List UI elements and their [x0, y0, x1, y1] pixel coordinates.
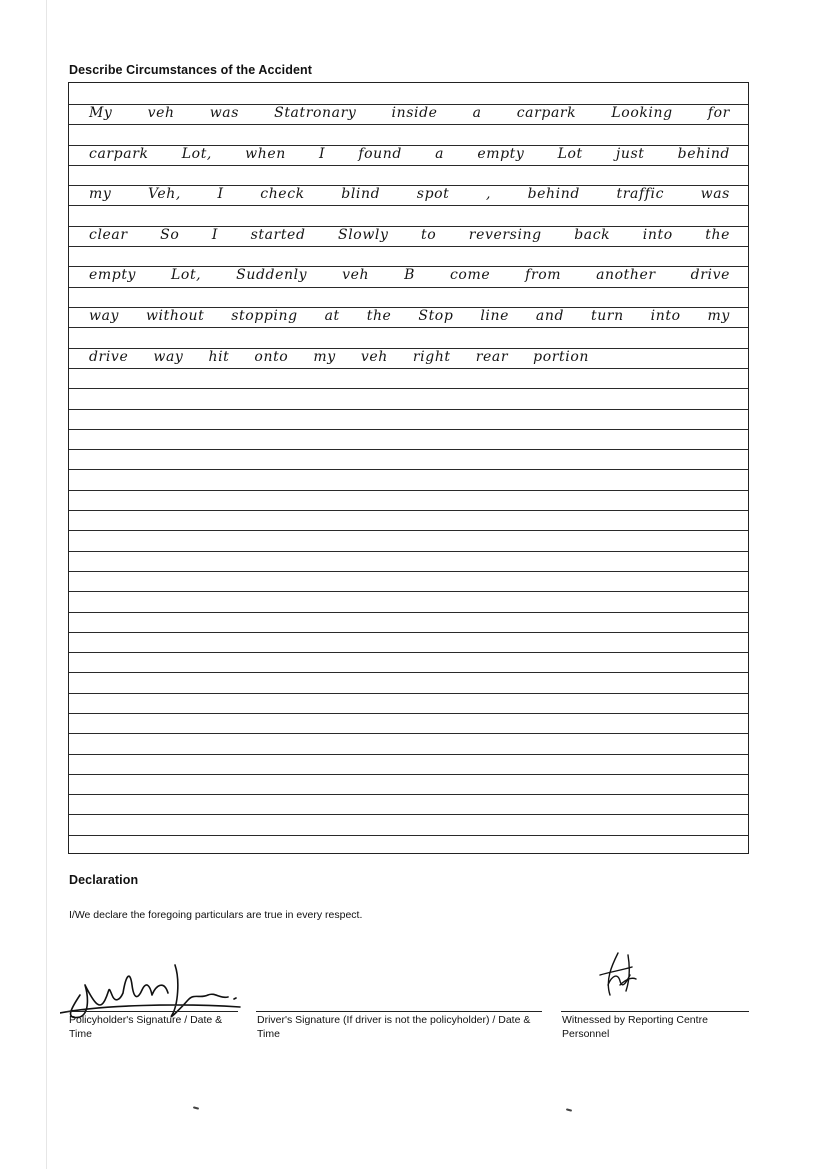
handwritten-word: another [596, 267, 656, 284]
handwritten-word: carpark [89, 145, 149, 162]
handwritten-word: spot [416, 186, 450, 203]
handwritten-word: at [324, 308, 340, 324]
rule-line [69, 774, 748, 775]
handwritten-word: line [480, 308, 509, 324]
rule-line [69, 733, 748, 734]
driver-signature-label: Driver's Signature (If driver is not the policyholder) / Date & Time [257, 1014, 531, 1040]
scan-speck [566, 1108, 572, 1111]
handwritten-word: behind [527, 186, 580, 203]
handwritten-word: my [89, 186, 112, 203]
handwritten-word: was [209, 105, 240, 121]
handwritten-word: come [449, 267, 491, 284]
circumstances-lined-box [68, 82, 749, 854]
policyholder-signature-line [66, 1011, 238, 1012]
handwritten-line [89, 186, 730, 202]
rule-line [69, 287, 748, 288]
handwritten-word: a [472, 105, 482, 121]
handwritten-word: for [707, 105, 730, 121]
rule-line [69, 814, 748, 815]
handwritten-line [89, 308, 730, 324]
handwritten-word: Stop [418, 308, 454, 324]
rule-line [69, 794, 748, 795]
scan-speck [193, 1106, 199, 1109]
rule-line [69, 612, 748, 613]
handwritten-word: blind [341, 186, 381, 203]
handwritten-line [89, 267, 730, 283]
handwritten-word: I [211, 226, 219, 243]
rule-line [69, 246, 748, 247]
witness-signature-line [561, 1011, 749, 1012]
handwritten-word: Suddenly [236, 267, 308, 284]
rule-line [69, 713, 748, 714]
handwritten-word: So [160, 226, 180, 243]
handwritten-word: Lot [557, 145, 583, 162]
rule-line [69, 754, 748, 755]
handwritten-word: carpark [516, 105, 577, 121]
circumstances-heading: Describe Circumstances of the Accident [69, 63, 312, 77]
handwritten-word: , [485, 186, 492, 203]
handwritten-word: turn [590, 308, 624, 324]
handwritten-word: B [404, 267, 416, 284]
handwritten-word: empty [89, 267, 137, 284]
handwritten-word: was [700, 186, 730, 203]
handwritten-word: without [145, 308, 205, 324]
handwritten-word: and [535, 308, 565, 324]
handwritten-word: Statronary [274, 105, 357, 121]
handwritten-word: drive [690, 267, 730, 284]
rule-line [69, 835, 748, 836]
handwritten-word: way [89, 308, 120, 324]
handwritten-word: Veh, [147, 186, 181, 203]
rule-line [69, 510, 748, 511]
handwritten-word: the [705, 226, 730, 243]
handwritten-line [89, 146, 730, 162]
declaration-heading: Declaration [69, 873, 139, 887]
handwritten-word: I [319, 145, 326, 162]
handwritten-word: into [642, 226, 673, 243]
rule-line [69, 632, 748, 633]
handwritten-word: check [260, 186, 305, 203]
witness-signature-label: Witnessed by Reporting Centre Personnel [562, 1014, 708, 1040]
handwritten-word: My [89, 105, 113, 121]
handwritten-word: clear [89, 226, 128, 243]
handwritten-word: found [358, 145, 402, 162]
handwritten-word: my [707, 308, 730, 324]
rule-line [69, 124, 748, 125]
handwritten-word: Lot, [181, 145, 212, 162]
rule-line [69, 652, 748, 653]
handwritten-word: a [435, 145, 445, 162]
rule-line [69, 571, 748, 572]
handwritten-word: when [245, 145, 286, 162]
rule-line [69, 165, 748, 166]
handwritten-word: just [615, 145, 645, 162]
rule-line [69, 490, 748, 491]
handwritten-word: behind [677, 145, 730, 162]
rule-line [69, 530, 748, 531]
handwritten-word: reversing [468, 226, 542, 243]
scan-edge [46, 0, 47, 1169]
handwritten-word: to [421, 226, 437, 243]
handwritten-line [89, 105, 730, 121]
rule-line [69, 429, 748, 430]
handwritten-word: into [650, 308, 681, 324]
handwritten-line [89, 227, 730, 243]
rule-line [69, 205, 748, 206]
driver-signature-line [256, 1011, 542, 1012]
handwritten-word: veh [147, 105, 175, 121]
rule-line [69, 368, 748, 369]
declaration-statement: I/We declare the foregoing particulars are true in every respect. [69, 909, 363, 921]
rule-line [69, 388, 748, 389]
rule-line [69, 672, 748, 673]
rule-line [69, 551, 748, 552]
handwritten-word: inside [391, 105, 438, 121]
rule-line [69, 469, 748, 470]
handwritten-word: Lot, [171, 267, 202, 284]
handwritten-word: Looking [611, 105, 673, 121]
rule-line [69, 327, 748, 328]
rule-line [69, 591, 748, 592]
handwritten-word: the [366, 308, 392, 324]
handwritten-word: back [574, 226, 611, 243]
handwritten-word: veh [342, 267, 370, 284]
handwritten-word: I [217, 186, 224, 203]
rule-line [69, 409, 748, 410]
rule-line [69, 693, 748, 694]
handwritten-line: drive way hit onto my veh right rear portion [89, 348, 590, 365]
handwritten-word: started [250, 226, 306, 243]
policyholder-signature-label: Policyholder's Signature / Date & Time [69, 1014, 223, 1040]
handwritten-word: stopping [231, 308, 298, 324]
handwritten-word: traffic [616, 186, 665, 203]
handwritten-word: empty [477, 145, 525, 162]
handwritten-word: Slowly [338, 226, 389, 243]
witness-signature-drawing [590, 945, 650, 1005]
handwritten-word: from [525, 267, 562, 284]
rule-line [69, 449, 748, 450]
